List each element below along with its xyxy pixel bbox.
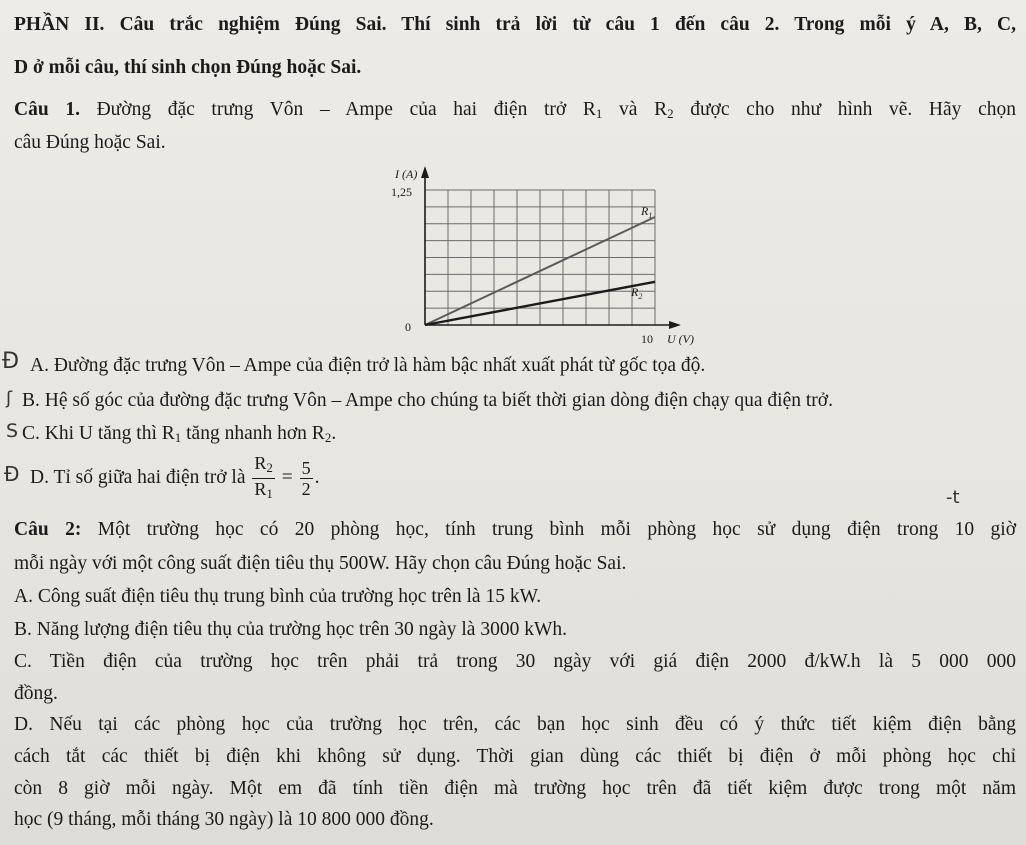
handwritten-mark-q1b: ʃ bbox=[6, 388, 13, 409]
question2-option-d-line4: học (9 tháng, mỗi tháng 30 ngày) là 10 800 000 đồng. bbox=[14, 809, 434, 830]
value-fraction: $\frac{5}{2}$ bbox=[301, 458, 311, 499]
question2-option-c-line1: C. Tiền điện của trường học trên phải trả trong 30 ngày với giá điện 2000 đ/kW.h là 5 000 000 bbox=[14, 651, 1016, 672]
handwritten-mark-q1a: Đ bbox=[2, 349, 20, 374]
question2-option-c-line2: đồng. bbox=[14, 683, 58, 704]
origin-label: 0 bbox=[405, 320, 411, 334]
question1-label: Câu 1. bbox=[14, 99, 80, 120]
series-label-sub: 2 bbox=[638, 291, 643, 301]
vi-characteristic-chart bbox=[355, 160, 694, 350]
x-axis-arrow bbox=[669, 321, 681, 329]
part-header-line2: D ở mỗi câu, thí sinh chọn Đúng hoặc Sai. bbox=[14, 57, 362, 78]
question2-label: Câu 2: bbox=[14, 519, 82, 540]
handwritten-side-mark: -t bbox=[946, 487, 960, 508]
question2-option-a: A. Công suất điện tiêu thụ trung bình của trường học trên là 15 kW. bbox=[14, 586, 542, 607]
question1-option-b: B. Hệ số góc của đường đặc trưng Vôn – Ampe cho chúng ta biết thời gian dòng điện chạy qua điện trở. bbox=[22, 390, 833, 411]
question2-option-d-line1: D. Nếu tại các phòng học của trường học trên, các bạn học sinh đều có ý thức tiết kiệm điện bằng bbox=[14, 714, 1016, 735]
y-axis-arrow bbox=[421, 166, 429, 178]
series-label-sub: 1 bbox=[648, 211, 653, 220]
series-label-R2: $R_2$ bbox=[631, 284, 643, 301]
question1-option-c: C. Khi U tăng thì $R_1$ tăng nhanh hơn $R_2$. bbox=[22, 423, 337, 445]
question2-option-b: B. Năng lượng điện tiêu thụ của trường học trên 30 ngày là 3000 kWh. bbox=[14, 619, 567, 640]
question1-option-d: D. Tỉ số giữa hai điện trở là $\frac{R_2}{R_1}$ = $\frac{5}{2}$ . bbox=[30, 453, 1016, 504]
question2-stem-line2: mỗi ngày với một công suất điện tiêu thụ 500W. Hãy chọn câu Đúng hoặc Sai. bbox=[14, 553, 627, 574]
part-header-line1: PHẦN II. Câu trắc nghiệm Đúng Sai. Thí sinh trả lời từ câu 1 đến câu 2. Trong mỗi ý A, B, C, bbox=[14, 14, 1016, 35]
resistor-ratio-fraction: $\frac{R_2}{R_1}$ bbox=[254, 453, 273, 501]
series-label-R1: $R_1$ bbox=[641, 204, 653, 220]
handwritten-mark-q1d: Đ bbox=[4, 462, 20, 486]
x-axis-label: U (V) bbox=[667, 332, 694, 346]
y-tick-label: 1,25 bbox=[391, 185, 412, 199]
question2-stem-line1: Câu 2: Một trường học có 20 phòng học, tính trung bình mỗi phòng học sử dụng điện trong 10 giờ bbox=[14, 519, 1017, 540]
question1-stem-line1: Câu 1. Đường đặc trưng Vôn – Ampe của hai điện trở $R_1$ và $R_2$ được cho như hình vẽ. Hãy chọn bbox=[14, 99, 1016, 121]
question1-stem-line2: câu Đúng hoặc Sai. bbox=[14, 132, 166, 153]
question2-option-d-line2: cách tắt các thiết bị điện khi không sử dụng. Thời gian dùng các thiết bị điện ở mỗi phòng học chỉ bbox=[14, 746, 1016, 767]
question2-option-d-line3: còn 8 giờ mỗi ngày. Một em đã tính tiền điện mà trường học trên đã tiết kiệm được trong một năm bbox=[14, 778, 1016, 799]
x-tick-label: 10 bbox=[641, 332, 653, 346]
question1-option-a: A. Đường đặc trưng Vôn – Ampe của điện trở là hàm bậc nhất xuất phát từ gốc tọa độ. bbox=[30, 355, 706, 376]
chart-grid bbox=[425, 190, 655, 325]
y-axis-label: I (A) bbox=[395, 167, 418, 181]
handwritten-mark-q1c: S bbox=[6, 420, 19, 442]
